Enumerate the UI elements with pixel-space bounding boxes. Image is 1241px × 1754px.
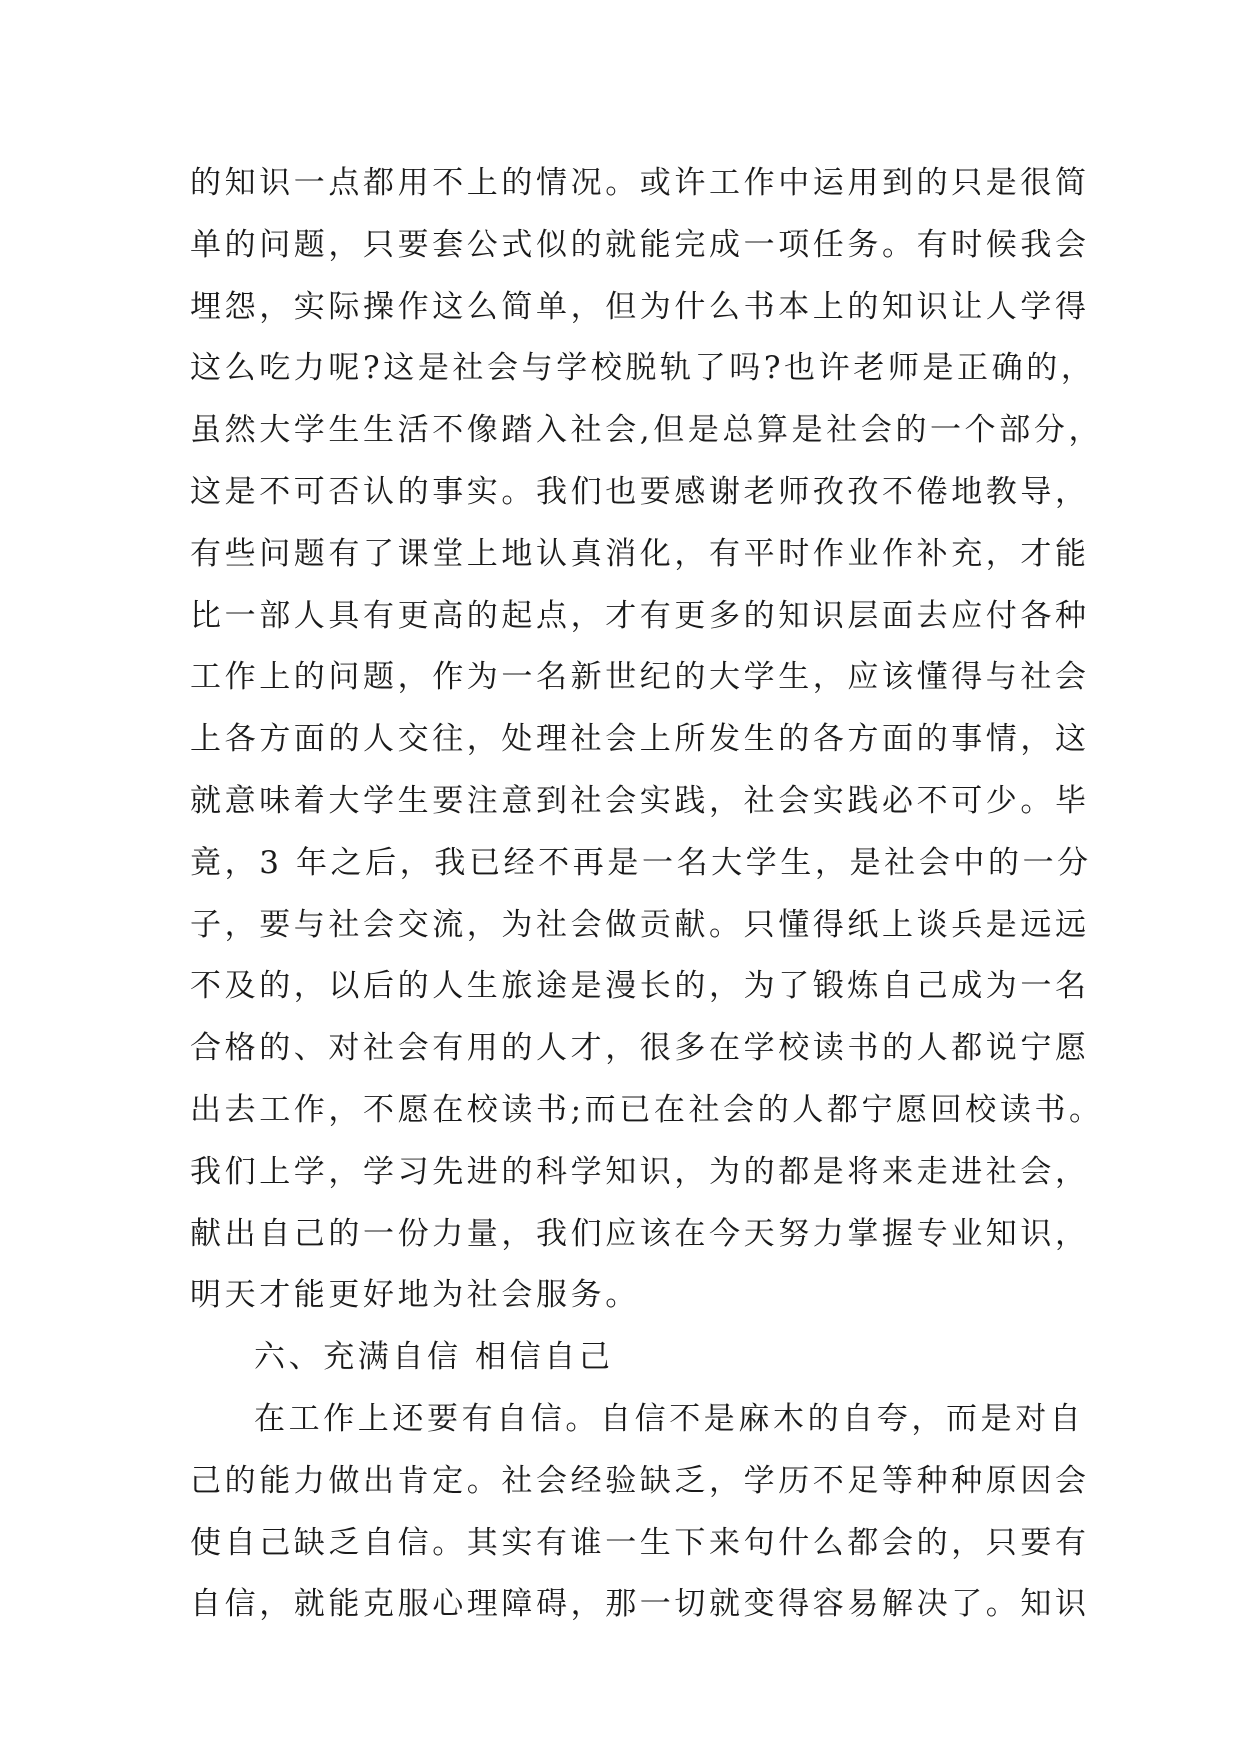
text-line: 有些问题有了课堂上地认真消化，有平时作业作补充，才能 [190, 535, 1090, 572]
paragraph-continued [190, 153, 1104, 1327]
text-line: 就意味着大学生要注意到社会实践，社会实践必不可少。毕 [190, 782, 1090, 819]
text-line: 明天才能更好地为社会服务。 [190, 1277, 640, 1314]
text-line: 不及的，以后的人生旅途是漫长的，为了锻炼自己成为一名 [190, 968, 1090, 1005]
text-line: 埋怨，实际操作这么简单，但为什么书本上的知识让人学得 [190, 288, 1090, 325]
text-line: 这么吃力呢?这是社会与学校脱轨了吗?也许老师是正确的， [190, 350, 1096, 387]
text-line: 上各方面的人交往，处理社会上所发生的各方面的事情，这 [190, 721, 1090, 758]
text-line: 比一部人具有更高的起点，才有更多的知识层面去应付各种 [190, 597, 1090, 634]
text-line: 使自己缺乏自信。其实有谁一生下来句什么都会的，只要有 [190, 1524, 1090, 1561]
section-heading: 六、充满自信 相信自己 [254, 1339, 614, 1376]
text-line: 我们上学，学习先进的科学知识，为的都是将来走进社会， [190, 1153, 1090, 1190]
text-line: 献出自己的一份力量，我们应该在今天努力掌握专业知识， [190, 1215, 1090, 1252]
text-line: 单的问题，只要套公式似的就能完成一项任务。有时候我会 [190, 226, 1090, 263]
document-body [190, 153, 1104, 1636]
text-line: 自信，就能克服心理障碍，那一切就变得容易解决了。知识 [190, 1586, 1090, 1623]
text-line: 工作上的问题，作为一名新世纪的大学生，应该懂得与社会 [190, 659, 1090, 696]
text-line: 虽然大学生生活不像踏入社会,但是总算是社会的一个部分， [190, 412, 1104, 449]
text-line: 这是不可否认的事实。我们也要感谢老师孜孜不倦地教导， [190, 473, 1090, 510]
text-line: 出去工作，不愿在校读书;而已在社会的人都宁愿回校读书。 [190, 1091, 1104, 1128]
text-line: 在工作上还要有自信。自信不是麻木的自夸，而是对自 [254, 1400, 1085, 1437]
paragraph-confidence [190, 1389, 1090, 1636]
text-line: 的知识一点都用不上的情况。或许工作中运用到的只是很简 [190, 165, 1090, 201]
text-line: 竟，3 年之后，我已经不再是一名大学生，是社会中的一分 [190, 844, 1092, 881]
text-line: 己的能力做出肯定。社会经验缺乏，学历不足等种种原因会 [190, 1462, 1090, 1499]
text-line: 子，要与社会交流，为社会做贡献。只懂得纸上谈兵是远远 [190, 906, 1090, 943]
text-line: 合格的、对社会有用的人才，很多在学校读书的人都说宁愿 [190, 1030, 1090, 1067]
